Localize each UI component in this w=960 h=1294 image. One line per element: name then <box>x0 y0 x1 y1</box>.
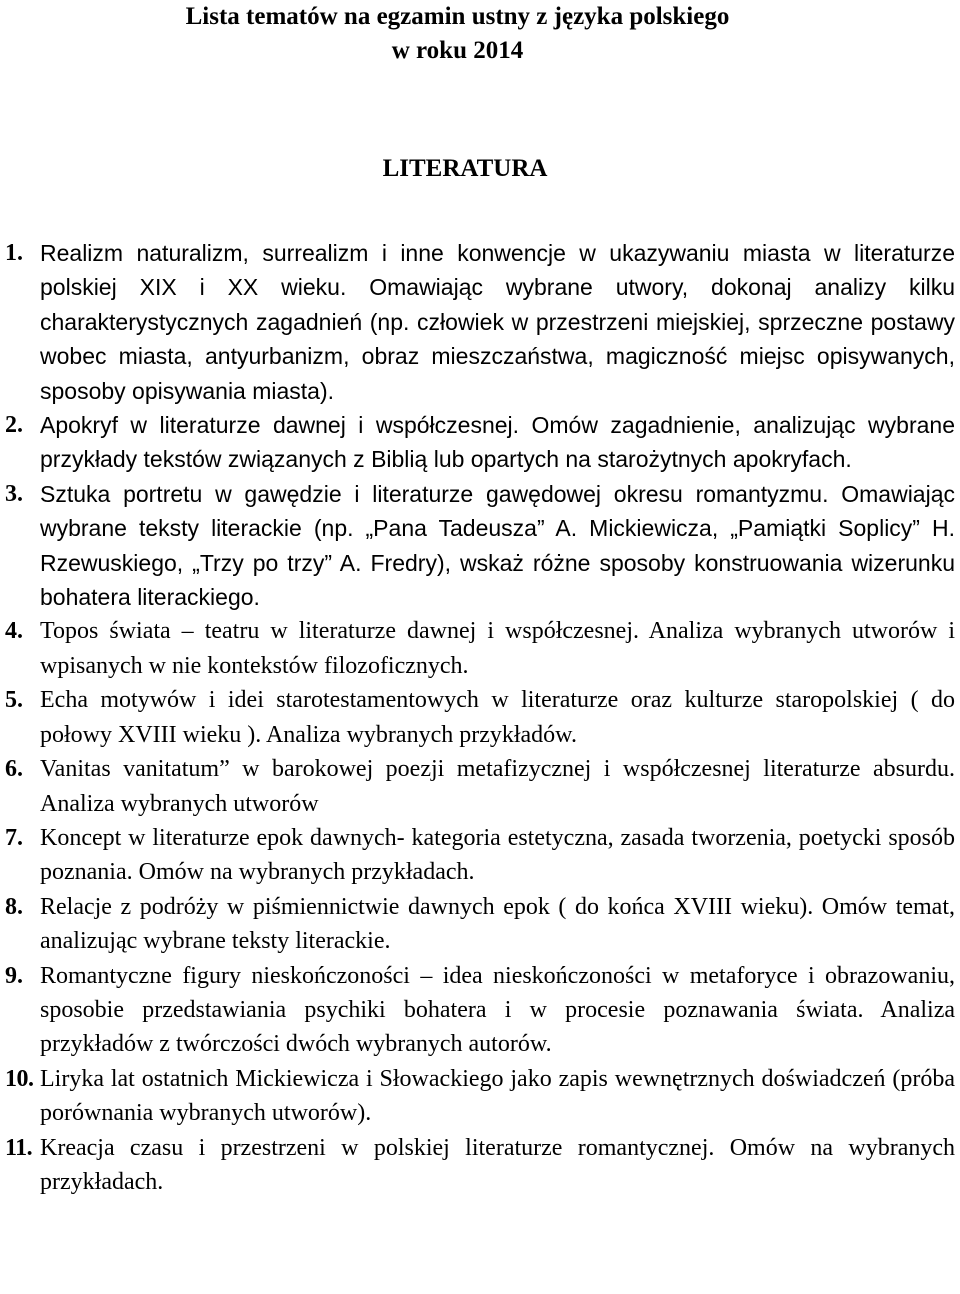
topic-text: Realizm naturalizm, surrealizm i inne konwencje w ukazywaniu miasta w literaturze polskiej XIX i XX wieku. Omawiając wybrane utwory, dokonaj analizy kilku charakterystycznych zagadnień (np. człowiek w przestrzeni miejskiej, sprzeczne postawy wobec miasta, antyurbanizm, obraz mieszczaństwa, magiczność miejsc opisywanych, sposoby opisywania miasta). <box>40 240 955 404</box>
topic-text: Koncept w literaturze epok dawnych- kategoria estetyczna, zasada tworzenia, poetycki sposób poznania. Omów na wybranych przykładach. <box>40 824 955 886</box>
topic-number: 7. <box>5 824 23 851</box>
topic-number: 3. <box>5 480 23 507</box>
topic-number: 8. <box>5 893 23 920</box>
topic-text: Apokryf w literaturze dawnej i współczesnej. Omów zagadnienie, analizując wybrane przykłady tekstów związanych z Biblią lub opartych na starożytnych apokryfach. <box>40 412 955 473</box>
topic-item-3 <box>5 477 955 615</box>
topic-text: Echa motywów i idei starotestamentowych w literaturze oraz kulturze staropolskiej ( do połowy XVIII wieku ). Analiza wybranych przykładów. <box>40 687 955 748</box>
topic-text: Liryka lat ostatnich Mickiewicza i Słowackiego jako zapis wewnętrznych doświadczeń (próba porównania wybranych utworów). <box>40 1065 955 1127</box>
topic-text: Relacje z podróży w piśmiennictwie dawnych epok ( do końca XVIII wieku). Omów temat, analizując wybrane teksty literackie. <box>40 893 955 955</box>
topic-number: 4. <box>5 618 23 645</box>
topic-number: 1. <box>5 240 23 266</box>
topic-number: 9. <box>5 962 23 989</box>
topic-item-7 <box>5 821 955 890</box>
topic-item-10 <box>5 1062 955 1131</box>
topic-text: Sztuka portretu w gawędzie i literaturze gawędowej okresu romantyzmu. Omawiając wybrane teksty literackie (np. „Pana Tadeusza” A. Mickiewicza, „Pamiątki Soplicy” H. Rzewuskiego, „Trzy po trzy” A. Fredry), wskaż różne sposoby konstruowania wizerunku bohatera literackiego. <box>40 480 955 611</box>
topic-item-2 <box>5 408 955 477</box>
topic-item-4 <box>5 614 955 683</box>
topic-item-6 <box>5 752 955 821</box>
topic-number: 10. <box>5 1065 34 1092</box>
topic-item-9 <box>5 959 955 1062</box>
topic-number: 2. <box>5 412 23 439</box>
document-title <box>5 0 955 68</box>
topic-text: Vanitas vanitatum” w barokowej poezji metafizycznej i współczesnej literaturze absurdu. Analiza wybranych utworów <box>40 756 955 817</box>
topic-number: 6. <box>5 756 23 783</box>
topic-item-8 <box>5 890 955 959</box>
topic-text: Topos świata – teatru w literaturze dawnej i współczesnej. Analiza wybranych utworów i wpisanych w nie kontekstów filozoficznych. <box>40 618 955 679</box>
topic-number: 5. <box>5 687 23 714</box>
topic-item-1 <box>5 236 955 408</box>
topic-text: Kreacja czasu i przestrzeni w polskiej literaturze romantycznej. Omów na wybranych przykładach. <box>40 1134 955 1195</box>
topic-number: 11. <box>5 1134 33 1161</box>
topic-item-5 <box>5 683 955 752</box>
title-line-1: Lista tematów na egzamin ustny z języka polskiego <box>185 3 730 30</box>
topic-text: Romantyczne figury nieskończoności – idea nieskończoności w metaforyce i obrazowaniu, sposobie przedstawiania psychiki bohatera i w procesie poznawania świata. Analiza przykładów z twórczości dwóch wybranych autorów. <box>40 962 955 1058</box>
topic-list <box>5 236 955 1199</box>
topic-item-11 <box>5 1131 955 1200</box>
section-heading: LITERATURA <box>382 155 548 182</box>
title-line-2: w roku 2014 <box>391 37 524 64</box>
